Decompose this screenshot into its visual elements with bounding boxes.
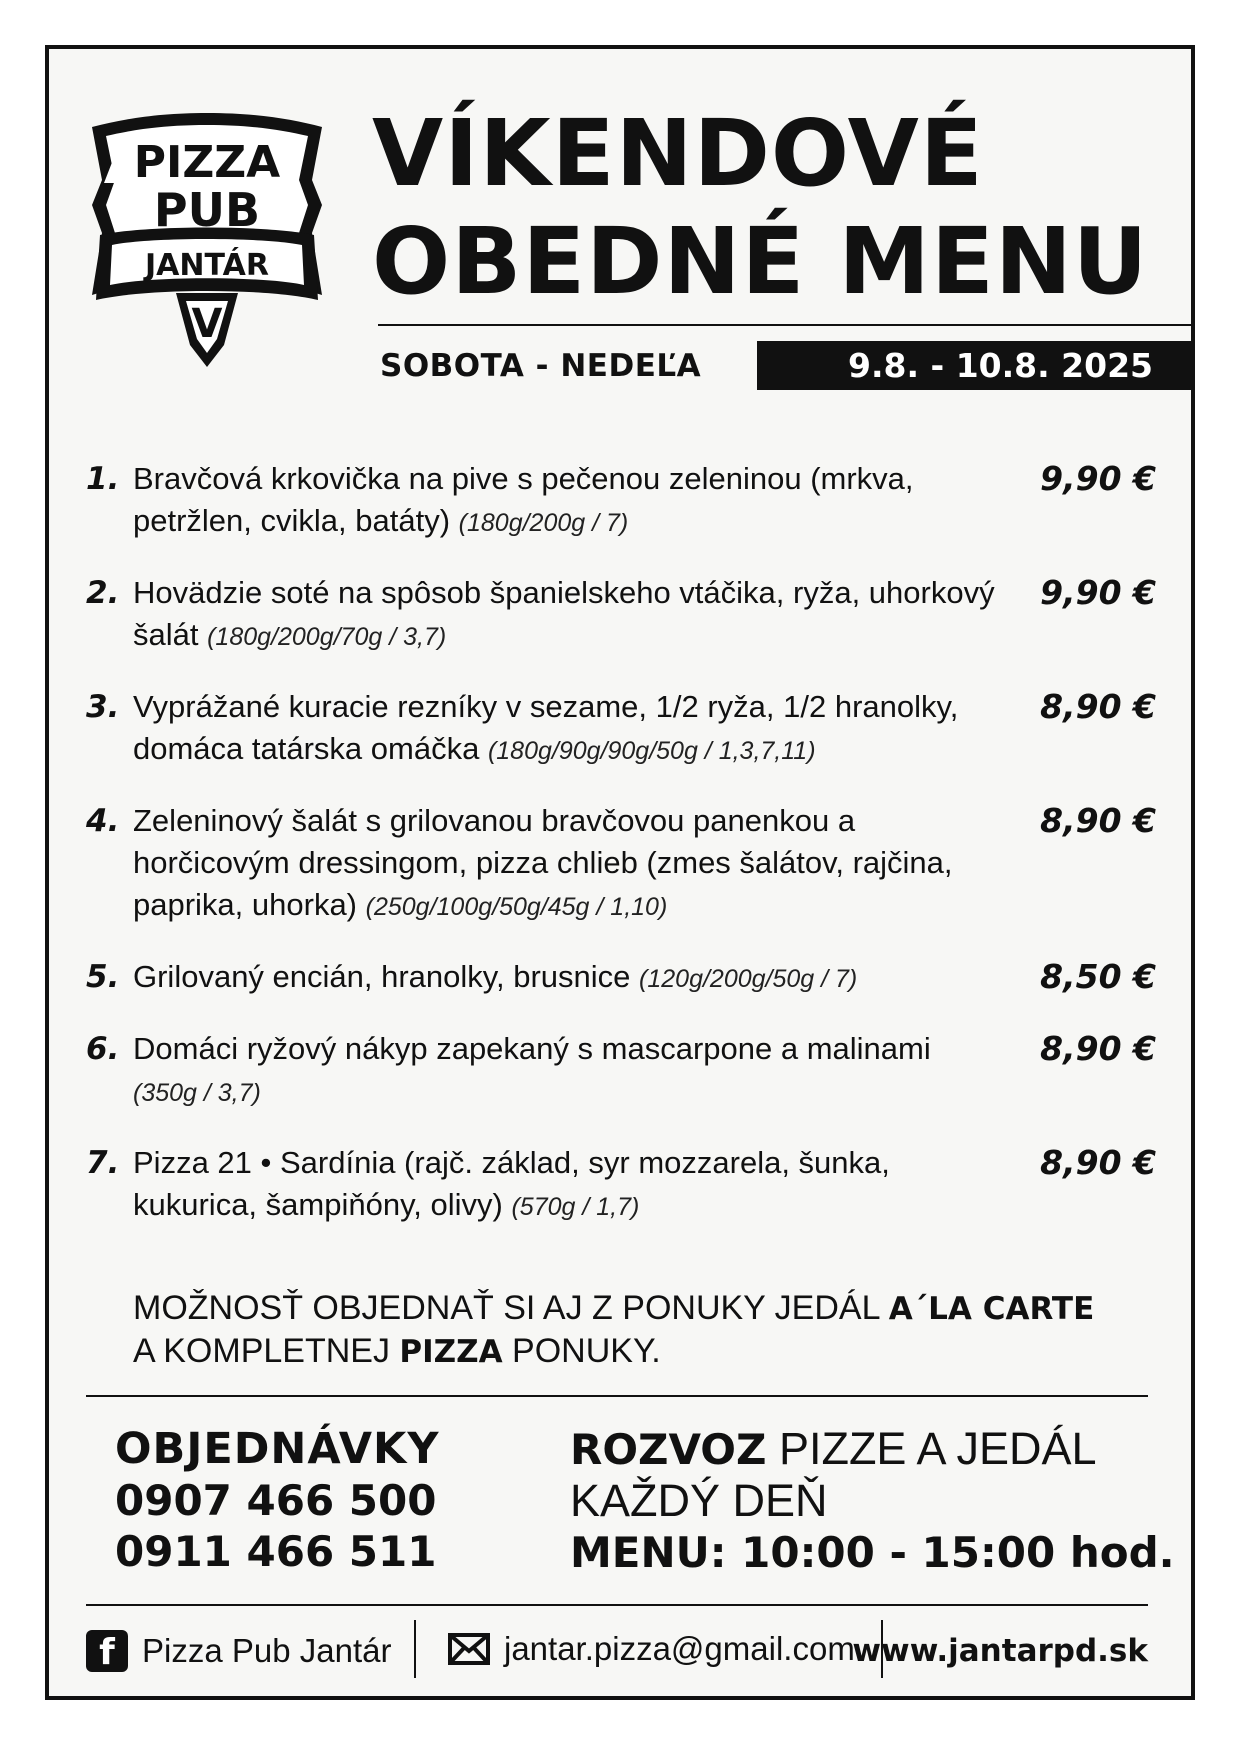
item-number: 2.	[86, 575, 120, 611]
facebook-text: Pizza Pub Jantár	[142, 1632, 392, 1669]
item-price: 8,90 €	[1040, 801, 1156, 840]
menu-hours: MENU: 10:00 - 15:00 hod.	[570, 1528, 1175, 1577]
menu-dates: 9.8. - 10.8. 2025	[757, 341, 1195, 390]
item-description	[133, 956, 1013, 1000]
facebook-icon: f	[86, 1630, 128, 1672]
delivery-line-2: KAŽDÝ DEŇ	[570, 1475, 828, 1526]
item-text: Pizza 21 • Sardínia (rajč. základ, syr mozzarela, šunka, kukurica, šampiňóny, olivy)	[133, 1145, 890, 1222]
item-number: 5.	[86, 959, 120, 995]
footer-divider	[86, 1604, 1148, 1606]
title-divider	[378, 324, 1193, 326]
website-link[interactable]: www.jantarpd.sk	[852, 1633, 1148, 1669]
item-weights: (180g/90g/90g/50g / 1,3,7,11)	[487, 737, 816, 765]
note-text-1: MOŽNOSŤ OBJEDNAŤ SI AJ Z PONUKY JEDÁL	[133, 1289, 889, 1327]
footer	[86, 1620, 1148, 1680]
footer-separator	[414, 1620, 416, 1678]
a-la-carte-note	[133, 1287, 1143, 1373]
item-weights: (180g/200g/70g / 3,7)	[207, 623, 447, 651]
item-number: 6.	[86, 1031, 120, 1067]
menu-days: SOBOTA - NEDEĽA	[380, 348, 702, 384]
delivery-block	[570, 1423, 1175, 1579]
page-title	[372, 100, 1149, 316]
item-description	[133, 458, 1013, 544]
menu-item	[86, 686, 1156, 772]
orders-heading: OBJEDNÁVKY	[115, 1424, 440, 1474]
orders-block	[115, 1423, 439, 1577]
email-text: jantar.pizza@gmail.com	[504, 1630, 855, 1667]
item-weights: (570g / 1,7)	[511, 1193, 640, 1221]
item-text: Hovädzie soté na spôsob španielskeho vtáčika, ryža, uhorkový šalát	[133, 575, 995, 652]
note-text-3: PONUKY.	[502, 1332, 661, 1370]
logo-line-v: V	[191, 301, 223, 347]
item-text: Vyprážané kuracie rezníky v sezame, 1/2 ryža, 1/2 hranolky, domáca tatárska omáčka	[133, 689, 959, 766]
item-price: 8,90 €	[1040, 687, 1156, 726]
delivery-bold: ROZVOZ	[570, 1425, 767, 1474]
email-link[interactable]	[448, 1630, 855, 1668]
delivery-line-1	[570, 1423, 1175, 1475]
logo-line-pizza: PIZZA	[133, 137, 281, 188]
item-description	[133, 572, 1013, 658]
item-weights: (250g/100g/50g/45g / 1,10)	[365, 893, 668, 921]
envelope-icon	[448, 1633, 490, 1665]
menu-item	[86, 1028, 1156, 1114]
item-price: 8,90 €	[1040, 1029, 1156, 1068]
item-number: 4.	[86, 803, 120, 839]
item-price: 8,50 €	[1040, 957, 1156, 996]
item-description	[133, 800, 1013, 928]
item-weights: (180g/200g / 7)	[458, 509, 629, 537]
menu-item	[86, 572, 1156, 658]
pizza-pub-jantar-logo	[86, 105, 328, 375]
title-line-1: VÍKENDOVÉ	[372, 100, 984, 207]
item-description	[133, 1142, 1013, 1228]
menu-item	[86, 458, 1156, 544]
item-number: 1.	[86, 461, 120, 497]
section-divider	[86, 1395, 1148, 1397]
item-text: Zeleninový šalát s grilovanou bravčovou panenkou a horčicovým dressingom, pizza chlieb (zmes šalátov, rajčina, paprika, uhorka)	[133, 803, 953, 922]
item-price: 9,90 €	[1040, 459, 1156, 498]
menu-item	[86, 956, 1156, 1000]
facebook-link[interactable]	[86, 1630, 391, 1672]
item-text: Domáci ryžový nákyp zapekaný s mascarpone a malinami	[133, 1031, 931, 1066]
phone-number[interactable]: 0911 466 511	[115, 1527, 437, 1576]
item-number: 3.	[86, 689, 120, 725]
menu-item	[86, 1142, 1156, 1228]
note-bold-pizza: PIZZA	[399, 1334, 503, 1370]
phone-number[interactable]: 0907 466 500	[115, 1476, 437, 1525]
title-line-2: OBEDNÉ MENU	[372, 208, 1149, 315]
menu-list	[86, 458, 1156, 1228]
item-weights: (350g / 3,7)	[133, 1079, 261, 1107]
item-description	[133, 1028, 1013, 1114]
item-text: Bravčová krkovička na pive s pečenou zeleninou (mrkva, petržlen, cvikla, batáty)	[133, 461, 914, 538]
item-weights: (120g/200g/50g / 7)	[639, 965, 858, 993]
delivery-line-1-rest: PIZZE A JEDÁL	[766, 1423, 1097, 1474]
item-description	[133, 686, 1013, 772]
logo-line-pub: PUB	[153, 183, 261, 237]
item-price: 9,90 €	[1040, 573, 1156, 612]
item-text: Grilovaný encián, hranolky, brusnice	[133, 959, 631, 994]
note-text-2: A KOMPLETNEJ	[133, 1332, 400, 1370]
item-number: 7.	[86, 1145, 120, 1181]
note-bold-a-la-carte: A´LA CARTE	[888, 1291, 1095, 1327]
menu-item	[86, 800, 1156, 928]
item-price: 8,90 €	[1040, 1143, 1156, 1182]
logo-line-jantar: JANTÁR	[145, 248, 269, 283]
